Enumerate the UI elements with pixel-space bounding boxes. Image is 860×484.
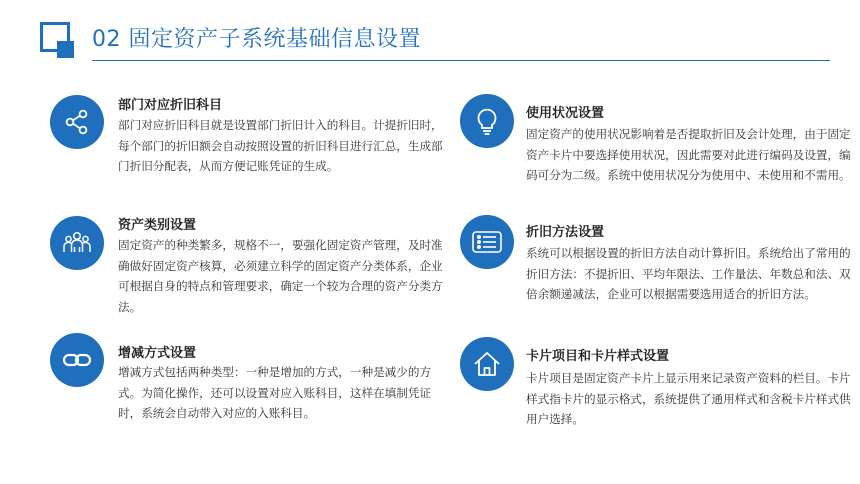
item-title: 折旧方法设置 <box>526 225 605 240</box>
share-icon <box>61 106 93 138</box>
item-title: 资产类别设置 <box>118 218 197 233</box>
item-body: 固定资产的使用状况影响着是否提取折旧及会计处理，由于固定资产卡片中要选择使用状况，因此需要对此进行编码及设置，编码可分为二级。系统中使用状况分为使用中、未使用和不需用。 <box>526 127 851 182</box>
page-title: 02 固定资产子系统基础信息设置 <box>92 27 421 52</box>
people-icon <box>61 227 93 259</box>
item-body: 系统可以根据设置的折旧方法自动计算折旧。系统给出了常用的折旧方法：不提折旧、平均年限法、工作量法、年数总和法、双倍余额递减法，企业可以根据需要选用适合的折旧方法。 <box>526 246 851 301</box>
feature-icon-circle <box>50 216 104 270</box>
lightbulb-icon <box>471 105 503 137</box>
item-title: 增减方式设置 <box>118 346 197 361</box>
list-icon <box>471 226 503 258</box>
feature-icon-circle <box>50 333 104 387</box>
feature-icon-circle <box>460 215 514 269</box>
link-icon <box>61 344 93 376</box>
feature-icon-circle <box>50 95 104 149</box>
title-divider <box>92 60 830 61</box>
item-title: 使用状况设置 <box>526 106 605 121</box>
item-title: 卡片项目和卡片样式设置 <box>526 349 670 364</box>
home-icon <box>471 348 503 380</box>
item-body: 卡片项目是固定资产卡片上显示用来记录资产资料的栏目。卡片样式指卡片的显示格式，系统提供了通用样式和含税卡片样式供用户选择。 <box>526 371 851 426</box>
item-title: 部门对应折旧科目 <box>118 98 223 113</box>
item-body: 增减方式包括两种类型：一种是增加的方式，一种是减少的方式。为简化操作，还可以设置对应入账科目，这样在填制凭证时，系统会自动带入对应的入账科目。 <box>118 365 432 420</box>
feature-icon-circle <box>460 337 514 391</box>
item-body: 固定资产的种类繁多，规格不一，要强化固定资产管理，及时准确做好固定资产核算，必须建立科学的固定资产分类体系，企业可根据自身的特点和管理要求，确定一个较为合理的资产分类方法。 <box>118 238 443 314</box>
header-logo <box>40 22 76 58</box>
item-body: 部门对应折旧科目就是设置部门折旧计入的科目。计提折旧时，每个部门的折旧额会自动按照设置的折旧科目进行汇总，生成部门折旧分配表，从而方便记账凭证的生成。 <box>118 118 443 173</box>
feature-icon-circle <box>460 94 514 148</box>
